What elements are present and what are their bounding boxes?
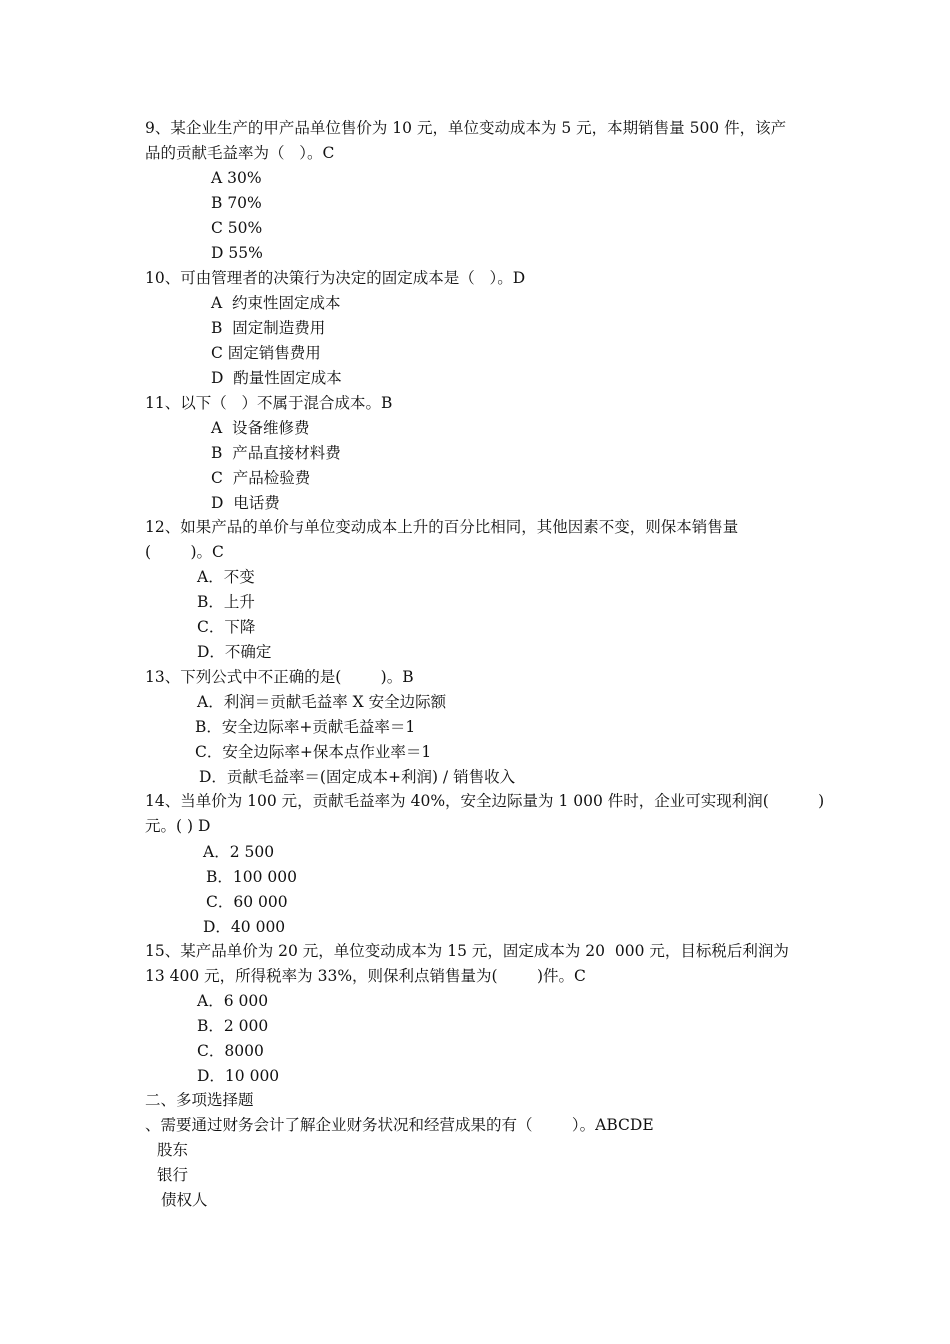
- question-13-option-d: D．贡献毛益率＝(固定成本+利润) / 销售收入: [199, 768, 516, 786]
- question-10-line-1: 10、可由管理者的决策行为决定的固定成本是（ ）。D: [145, 269, 526, 287]
- question-11-option-c: C 产品检验费: [211, 469, 311, 487]
- question-12-option-a: A．不变: [197, 568, 255, 586]
- question-15-option-d: D．10 000: [197, 1067, 280, 1085]
- question-11-option-d: D 电话费: [211, 494, 280, 512]
- section-2-heading: 二、多项选择题: [145, 1091, 254, 1109]
- question-11-line-1: 11、以下（ ）不属于混合成本。B: [145, 394, 393, 412]
- question-15-option-c: C．8000: [197, 1042, 264, 1060]
- question-14-line-1: 14、当单价为 100 元，贡献毛益率为 40%，安全边际量为 1 000 件时，企业可实现利润( ): [145, 792, 825, 810]
- question-9-option-c: C 50%: [211, 219, 263, 237]
- question-10-option-d: D 酌量性固定成本: [211, 369, 342, 387]
- question-14-option-b: B．100 000: [206, 868, 297, 886]
- section-2-question-1: 、需要通过财务会计了解企业财务状况和经营成果的有（ ）。ABCDE: [145, 1116, 654, 1134]
- section-2-option-3: 债权人: [161, 1191, 208, 1209]
- question-9-option-d: D 55%: [211, 244, 263, 262]
- question-12-option-b: B．上升: [197, 593, 255, 611]
- question-12-line-1: 12、如果产品的单价与单位变动成本上升的百分比相同，其他因素不变，则保本销售量: [145, 518, 739, 536]
- question-14-option-d: D．40 000: [203, 918, 286, 936]
- question-10-option-a: A 约束性固定成本: [211, 294, 341, 312]
- section-2-option-1: 股东: [157, 1141, 189, 1159]
- question-15-line-1: 15、某产品单价为 20 元，单位变动成本为 15 元，固定成本为 20 000 元，目标税后利润为: [145, 942, 789, 960]
- question-15-option-a: A．6 000: [197, 992, 269, 1010]
- question-15-option-b: B．2 000: [197, 1017, 269, 1035]
- question-15-line-2: 13 400 元，所得税率为 33%，则保利点销售量为( )件。C: [145, 967, 586, 985]
- question-13-option-c: C．安全边际率+保本点作业率＝1: [195, 743, 432, 761]
- question-9-option-b: B 70%: [211, 194, 262, 212]
- question-14-option-c: C．60 000: [206, 893, 288, 911]
- question-14-line-2: 元。( ) D: [145, 817, 211, 835]
- section-2-option-2: 银行: [157, 1166, 189, 1184]
- question-13-option-b: B．安全边际率+贡献毛益率＝1: [195, 718, 416, 736]
- question-11-option-a: A 设备维修费: [211, 419, 310, 437]
- question-11-option-b: B 产品直接材料费: [211, 444, 341, 462]
- question-12-option-d: D．不确定: [197, 643, 272, 661]
- question-12-option-c: C．下降: [197, 618, 256, 636]
- question-14-option-a: A．2 500: [203, 843, 275, 861]
- question-9-option-a: A 30%: [211, 169, 262, 187]
- question-9-line-2: 品的贡献毛益率为（ ）。C: [145, 144, 335, 162]
- question-13-option-a: A．利润＝贡献毛益率 X 安全边际额: [197, 693, 447, 711]
- question-13-line-1: 13、下列公式中不正确的是( )。B: [145, 668, 414, 686]
- question-12-line-2: ( )。C: [145, 543, 224, 561]
- question-10-option-c: C 固定销售费用: [211, 344, 321, 362]
- question-10-option-b: B 固定制造费用: [211, 319, 326, 337]
- question-9-line-1: 9、某企业生产的甲产品单位售价为 10 元，单位变动成本为 5 元，本期销售量 500 件，该产: [145, 119, 787, 137]
